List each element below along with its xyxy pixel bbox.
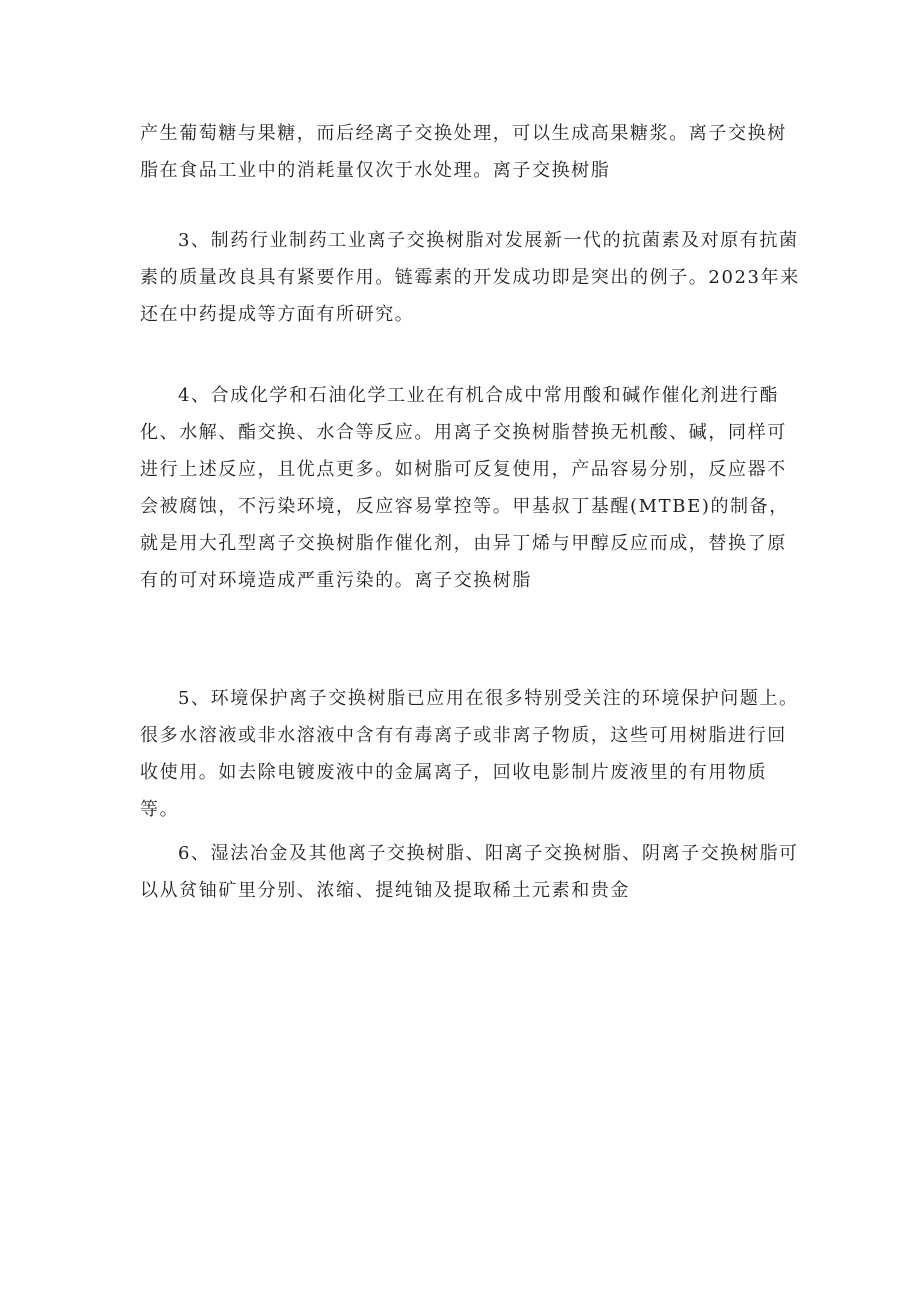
paragraph-text: 4、合成化学和石油化学工业在有机合成中常用酸和碱作催化剂进行酯化、水解、酯交换、水合等反应。用离子交换树脂替换无机酸、碱，同样可进行上述反应，且优点更多。如树脂可反复使用，产品容易分别，反应器不会被腐蚀，不污染环境，反应容易掌控等。甲基叔丁基醒(MTBE)的制备，就是用大孔型离子交换树脂作催化剂，由异丁烯与甲醇反应而成，替换了原有的可对环境造成严重污染的。离子交换树脂 <box>140 385 789 591</box>
paragraph-text: 6、湿法冶金及其他离子交换树脂、阳离子交换树脂、阴离子交换树脂可以从贫铀矿里分别、浓缩、提纯铀及提取稀土元素和贵金 <box>140 843 799 901</box>
paragraph-metallurgy <box>140 835 800 909</box>
paragraph-text: 3、制药行业制药工业离子交换树脂对发展新一代的抗菌素及对原有抗菌素的质量改良具有紧要作用。链霉素的开发成功即是突出的例子。2023年来还在中药提成等方面有所研究。 <box>140 230 800 325</box>
paragraph-environmental <box>140 680 800 828</box>
paragraph-food-industry <box>140 115 800 189</box>
paragraph-text: 5、环境保护离子交换树脂已应用在很多特别受关注的环境保护问题上。很多水溶液或非水溶液中含有有毒离子或非离子物质，这些可用树脂进行回收使用。如去除电镀废液中的金属离子，回收电影制片废液里的有用物质等。 <box>140 688 799 820</box>
paragraph-chemical-industry <box>140 377 800 599</box>
paragraph-text: 产生葡萄糖与果糖，而后经离子交换处理，可以生成高果糖浆。离子交换树脂在食品工业中的消耗量仅次于水处理。离子交换树脂 <box>140 123 787 181</box>
paragraph-pharmaceutical <box>140 222 800 333</box>
